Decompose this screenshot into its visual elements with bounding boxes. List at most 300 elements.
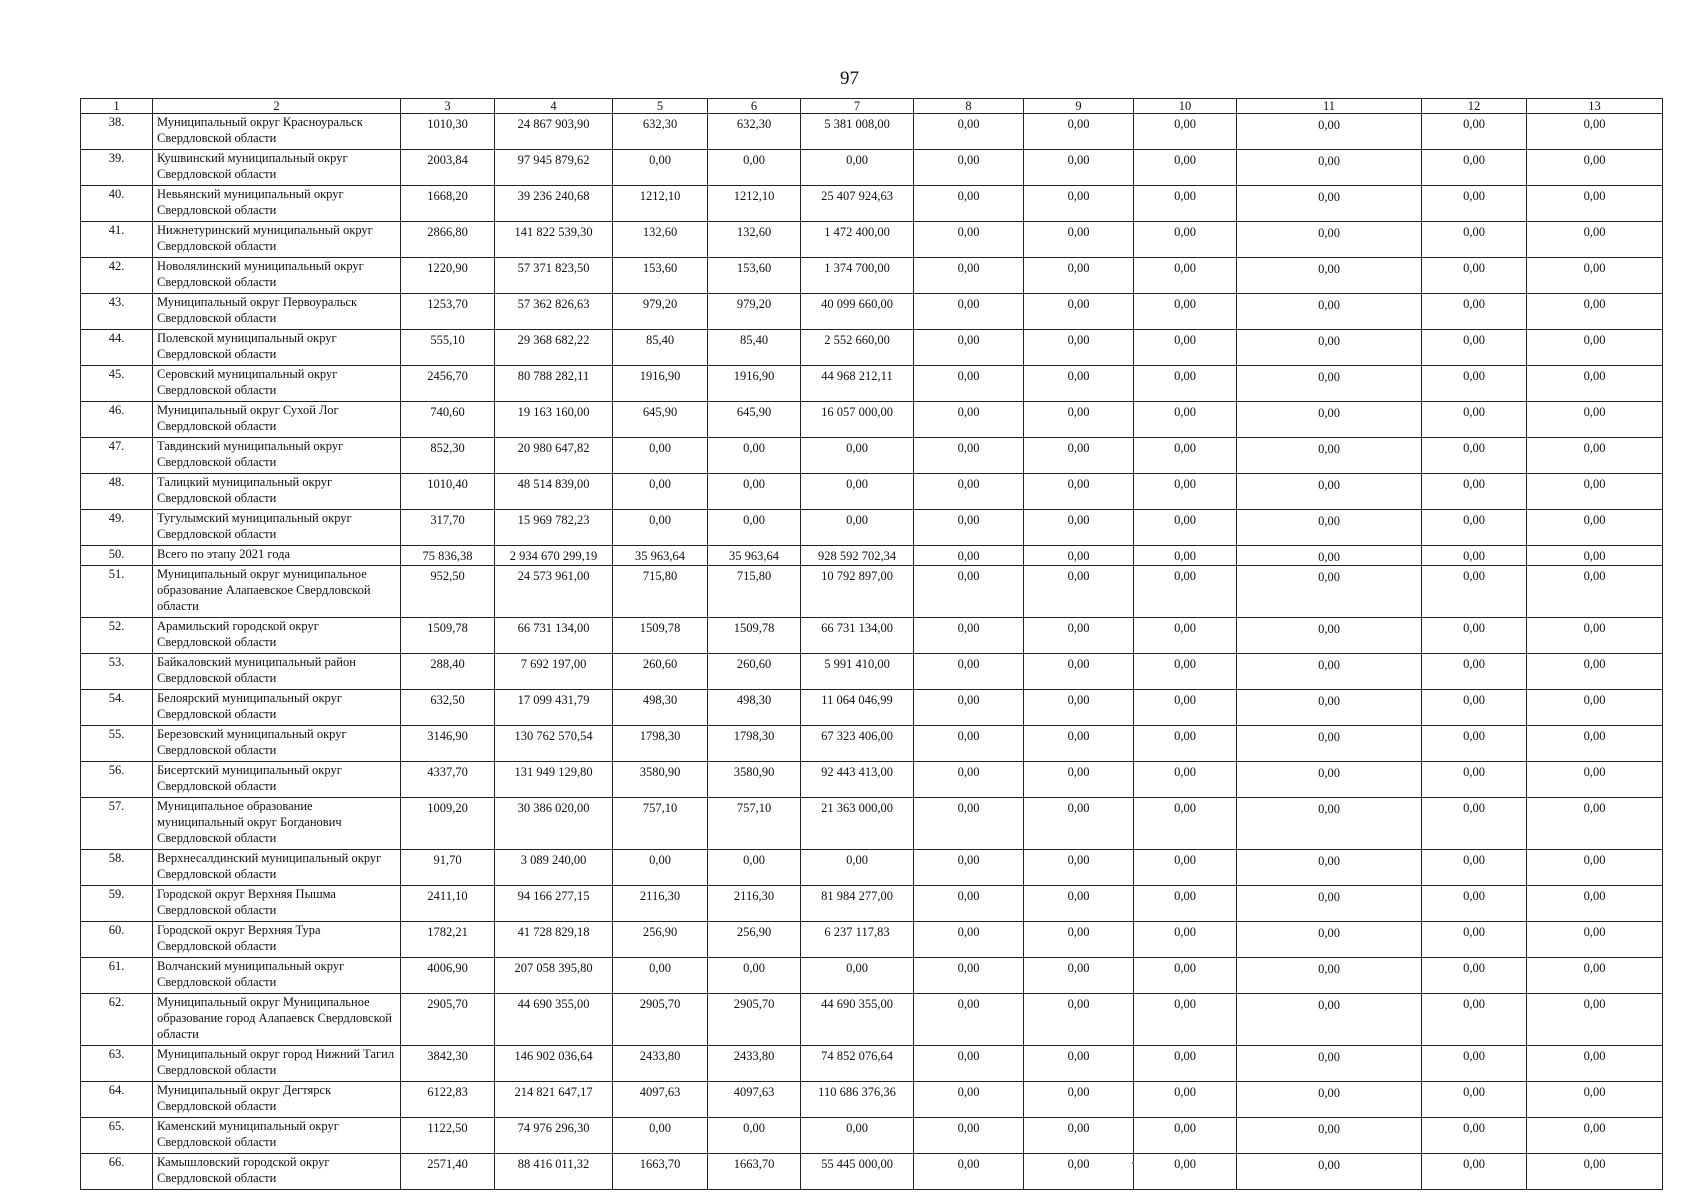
col-8-value: 0,00 bbox=[914, 1118, 1024, 1154]
table-row bbox=[81, 994, 1663, 1046]
table-row bbox=[81, 330, 1663, 366]
col-9-value: 0,00 bbox=[1024, 994, 1134, 1046]
col-13-value: 0,00 bbox=[1527, 114, 1663, 150]
column-header: 10 bbox=[1134, 99, 1237, 114]
col-4-value: 2 934 670 299,19 bbox=[495, 546, 613, 566]
row-number: 66. bbox=[81, 1154, 153, 1190]
table-row bbox=[81, 438, 1663, 474]
col-11-value: 0,00 bbox=[1237, 366, 1422, 402]
col-4-value: 146 902 036,64 bbox=[495, 1046, 613, 1082]
col-5-value: 0,00 bbox=[613, 958, 708, 994]
row-number: 40. bbox=[81, 186, 153, 222]
col-9-value: 0,00 bbox=[1024, 1082, 1134, 1118]
municipality-name: Муниципальный округ муниципальное образование Алапаевское Свердловской области bbox=[153, 566, 401, 618]
col-7-value: 67 323 406,00 bbox=[801, 726, 914, 762]
col-7-value: 66 731 134,00 bbox=[801, 618, 914, 654]
col-11-value: 0,00 bbox=[1237, 294, 1422, 330]
col-12-value: 0,00 bbox=[1422, 922, 1527, 958]
row-number: 61. bbox=[81, 958, 153, 994]
col-4-value: 3 089 240,00 bbox=[495, 850, 613, 886]
col-6-value: 0,00 bbox=[708, 1118, 801, 1154]
municipality-name: Муниципальный округ Сухой Лог Свердловской области bbox=[153, 402, 401, 438]
col-7-value: 40 099 660,00 bbox=[801, 294, 914, 330]
municipality-name: Байкаловский муниципальный район Свердловской области bbox=[153, 654, 401, 690]
col-5-value: 645,90 bbox=[613, 402, 708, 438]
col-13-value: 0,00 bbox=[1527, 1082, 1663, 1118]
col-10-value: 0,00 bbox=[1134, 330, 1237, 366]
col-9-value: 0,00 bbox=[1024, 258, 1134, 294]
col-10-value: 0,00 bbox=[1134, 438, 1237, 474]
col-5-value: 979,20 bbox=[613, 294, 708, 330]
col-8-value: 0,00 bbox=[914, 402, 1024, 438]
col-8-value: 0,00 bbox=[914, 186, 1024, 222]
col-13-value: 0,00 bbox=[1527, 922, 1663, 958]
col-13-value: 0,00 bbox=[1527, 798, 1663, 850]
col-3-value: 2411,10 bbox=[401, 886, 495, 922]
col-6-value: 3580,90 bbox=[708, 762, 801, 798]
col-9-value: 0,00 bbox=[1024, 150, 1134, 186]
table-row bbox=[81, 402, 1663, 438]
row-number: 65. bbox=[81, 1118, 153, 1154]
col-3-value: 4337,70 bbox=[401, 762, 495, 798]
table-row bbox=[81, 150, 1663, 186]
col-9-value: 0,00 bbox=[1024, 566, 1134, 618]
col-12-value: 0,00 bbox=[1422, 330, 1527, 366]
table-row bbox=[81, 1046, 1663, 1082]
col-9-value: 0,00 bbox=[1024, 546, 1134, 566]
col-10-value: 0,00 bbox=[1134, 922, 1237, 958]
col-10-value: 0,00 bbox=[1134, 150, 1237, 186]
column-header: 6 bbox=[708, 99, 801, 114]
col-10-value: 0,00 bbox=[1134, 994, 1237, 1046]
column-header: 11 bbox=[1237, 99, 1422, 114]
col-13-value: 0,00 bbox=[1527, 886, 1663, 922]
col-11-value: 0,00 bbox=[1237, 994, 1422, 1046]
row-number: 42. bbox=[81, 258, 153, 294]
col-9-value: 0,00 bbox=[1024, 618, 1134, 654]
col-3-value: 1009,20 bbox=[401, 798, 495, 850]
col-13-value: 0,00 bbox=[1527, 474, 1663, 510]
col-5-value: 1212,10 bbox=[613, 186, 708, 222]
row-number: 64. bbox=[81, 1082, 153, 1118]
col-7-value: 110 686 376,36 bbox=[801, 1082, 914, 1118]
col-8-value: 0,00 bbox=[914, 330, 1024, 366]
data-table bbox=[80, 98, 1663, 1190]
col-12-value: 0,00 bbox=[1422, 258, 1527, 294]
col-6-value: 2905,70 bbox=[708, 994, 801, 1046]
column-header: 7 bbox=[801, 99, 914, 114]
col-4-value: 130 762 570,54 bbox=[495, 726, 613, 762]
municipality-name: Городской округ Верхняя Тура Свердловской области bbox=[153, 922, 401, 958]
col-3-value: 852,30 bbox=[401, 438, 495, 474]
col-6-value: 1663,70 bbox=[708, 1154, 801, 1190]
col-10-value: 0,00 bbox=[1134, 186, 1237, 222]
municipality-name: Всего по этапу 2021 года bbox=[153, 546, 401, 566]
column-header: 5 bbox=[613, 99, 708, 114]
col-6-value: 645,90 bbox=[708, 402, 801, 438]
col-4-value: 44 690 355,00 bbox=[495, 994, 613, 1046]
table-row bbox=[81, 618, 1663, 654]
col-10-value: 0,00 bbox=[1134, 798, 1237, 850]
col-11-value: 0,00 bbox=[1237, 850, 1422, 886]
col-11-value: 0,00 bbox=[1237, 438, 1422, 474]
col-9-value: 0,00 bbox=[1024, 654, 1134, 690]
municipality-name: Тугулымский муниципальный округ Свердловской области bbox=[153, 510, 401, 546]
col-13-value: 0,00 bbox=[1527, 618, 1663, 654]
col-9-value: 0,00 bbox=[1024, 186, 1134, 222]
col-7-value: 5 381 008,00 bbox=[801, 114, 914, 150]
col-7-value: 0,00 bbox=[801, 510, 914, 546]
col-11-value: 0,00 bbox=[1237, 1154, 1422, 1190]
col-6-value: 0,00 bbox=[708, 150, 801, 186]
col-3-value: 3842,30 bbox=[401, 1046, 495, 1082]
col-7-value: 5 991 410,00 bbox=[801, 654, 914, 690]
row-number: 59. bbox=[81, 886, 153, 922]
row-number: 57. bbox=[81, 798, 153, 850]
col-12-value: 0,00 bbox=[1422, 618, 1527, 654]
col-3-value: 1122,50 bbox=[401, 1118, 495, 1154]
col-6-value: 0,00 bbox=[708, 510, 801, 546]
col-10-value: 0,00 bbox=[1134, 654, 1237, 690]
page-number: 97 bbox=[840, 68, 859, 89]
col-4-value: 19 163 160,00 bbox=[495, 402, 613, 438]
col-13-value: 0,00 bbox=[1527, 258, 1663, 294]
col-5-value: 0,00 bbox=[613, 474, 708, 510]
row-number: 58. bbox=[81, 850, 153, 886]
col-6-value: 1212,10 bbox=[708, 186, 801, 222]
col-11-value: 0,00 bbox=[1237, 1082, 1422, 1118]
col-9-value: 0,00 bbox=[1024, 294, 1134, 330]
col-9-value: 0,00 bbox=[1024, 222, 1134, 258]
row-number: 63. bbox=[81, 1046, 153, 1082]
header-row bbox=[81, 99, 1663, 114]
col-10-value: 0,00 bbox=[1134, 566, 1237, 618]
col-10-value: 0,00 bbox=[1134, 958, 1237, 994]
col-5-value: 1798,30 bbox=[613, 726, 708, 762]
col-7-value: 0,00 bbox=[801, 850, 914, 886]
col-13-value: 0,00 bbox=[1527, 222, 1663, 258]
col-4-value: 141 822 539,30 bbox=[495, 222, 613, 258]
col-12-value: 0,00 bbox=[1422, 150, 1527, 186]
col-4-value: 88 416 011,32 bbox=[495, 1154, 613, 1190]
col-5-value: 0,00 bbox=[613, 438, 708, 474]
col-7-value: 11 064 046,99 bbox=[801, 690, 914, 726]
col-13-value: 0,00 bbox=[1527, 654, 1663, 690]
col-9-value: 0,00 bbox=[1024, 690, 1134, 726]
col-12-value: 0,00 bbox=[1422, 654, 1527, 690]
col-6-value: 2433,80 bbox=[708, 1046, 801, 1082]
municipality-name: Муниципальный округ Первоуральск Свердловской области bbox=[153, 294, 401, 330]
municipality-name: Волчанский муниципальный округ Свердловской области bbox=[153, 958, 401, 994]
col-9-value: 0,00 bbox=[1024, 922, 1134, 958]
col-13-value: 0,00 bbox=[1527, 1046, 1663, 1082]
column-header: 8 bbox=[914, 99, 1024, 114]
table-row bbox=[81, 258, 1663, 294]
col-12-value: 0,00 bbox=[1422, 222, 1527, 258]
col-4-value: 29 368 682,22 bbox=[495, 330, 613, 366]
col-5-value: 0,00 bbox=[613, 150, 708, 186]
col-13-value: 0,00 bbox=[1527, 546, 1663, 566]
col-5-value: 85,40 bbox=[613, 330, 708, 366]
col-9-value: 0,00 bbox=[1024, 1118, 1134, 1154]
col-8-value: 0,00 bbox=[914, 114, 1024, 150]
col-10-value: 0,00 bbox=[1134, 1046, 1237, 1082]
col-10-value: 0,00 bbox=[1134, 690, 1237, 726]
col-7-value: 2 552 660,00 bbox=[801, 330, 914, 366]
col-7-value: 10 792 897,00 bbox=[801, 566, 914, 618]
col-8-value: 0,00 bbox=[914, 258, 1024, 294]
col-9-value: 0,00 bbox=[1024, 850, 1134, 886]
col-10-value: 0,00 bbox=[1134, 366, 1237, 402]
col-12-value: 0,00 bbox=[1422, 366, 1527, 402]
col-8-value: 0,00 bbox=[914, 762, 1024, 798]
col-7-value: 928 592 702,34 bbox=[801, 546, 914, 566]
col-5-value: 35 963,64 bbox=[613, 546, 708, 566]
col-3-value: 1220,90 bbox=[401, 258, 495, 294]
col-12-value: 0,00 bbox=[1422, 186, 1527, 222]
col-9-value: 0,00 bbox=[1024, 474, 1134, 510]
row-number: 41. bbox=[81, 222, 153, 258]
table-row bbox=[81, 114, 1663, 150]
col-5-value: 4097,63 bbox=[613, 1082, 708, 1118]
col-11-value: 0,00 bbox=[1237, 402, 1422, 438]
municipality-name: Верхнесалдинский муниципальный округ Свердловской области bbox=[153, 850, 401, 886]
col-4-value: 24 573 961,00 bbox=[495, 566, 613, 618]
col-13-value: 0,00 bbox=[1527, 690, 1663, 726]
row-number: 56. bbox=[81, 762, 153, 798]
col-8-value: 0,00 bbox=[914, 618, 1024, 654]
row-number: 55. bbox=[81, 726, 153, 762]
scan-speck bbox=[1132, 1162, 1134, 1164]
col-11-value: 0,00 bbox=[1237, 690, 1422, 726]
col-5-value: 132,60 bbox=[613, 222, 708, 258]
table-row bbox=[81, 1118, 1663, 1154]
municipality-name: Арамильский городской округ Свердловской области bbox=[153, 618, 401, 654]
col-10-value: 0,00 bbox=[1134, 1118, 1237, 1154]
col-9-value: 0,00 bbox=[1024, 1154, 1134, 1190]
column-header: 12 bbox=[1422, 99, 1527, 114]
col-11-value: 0,00 bbox=[1237, 798, 1422, 850]
col-6-value: 1509,78 bbox=[708, 618, 801, 654]
col-3-value: 1668,20 bbox=[401, 186, 495, 222]
col-3-value: 1010,30 bbox=[401, 114, 495, 150]
table-row bbox=[81, 850, 1663, 886]
municipality-name: Муниципальный округ Красноуральск Свердловской области bbox=[153, 114, 401, 150]
table-row bbox=[81, 958, 1663, 994]
col-9-value: 0,00 bbox=[1024, 726, 1134, 762]
col-7-value: 55 445 000,00 bbox=[801, 1154, 914, 1190]
table-row bbox=[81, 186, 1663, 222]
col-5-value: 3580,90 bbox=[613, 762, 708, 798]
municipality-name: Городской округ Верхняя Пышма Свердловской области bbox=[153, 886, 401, 922]
table-row bbox=[81, 1154, 1663, 1190]
table-row bbox=[81, 366, 1663, 402]
col-12-value: 0,00 bbox=[1422, 1154, 1527, 1190]
row-number: 62. bbox=[81, 994, 153, 1046]
col-6-value: 632,30 bbox=[708, 114, 801, 150]
col-10-value: 0,00 bbox=[1134, 546, 1237, 566]
municipality-name: Муниципальный округ город Нижний Тагил Свердловской области bbox=[153, 1046, 401, 1082]
col-12-value: 0,00 bbox=[1422, 1118, 1527, 1154]
table-row bbox=[81, 566, 1663, 618]
col-8-value: 0,00 bbox=[914, 1082, 1024, 1118]
col-5-value: 2116,30 bbox=[613, 886, 708, 922]
col-5-value: 2433,80 bbox=[613, 1046, 708, 1082]
municipality-name: Муниципальное образование муниципальный округ Богданович Свердловской области bbox=[153, 798, 401, 850]
col-7-value: 44 968 212,11 bbox=[801, 366, 914, 402]
col-3-value: 3146,90 bbox=[401, 726, 495, 762]
municipality-name: Муниципальный округ Дегтярск Свердловской области bbox=[153, 1082, 401, 1118]
col-11-value: 0,00 bbox=[1237, 762, 1422, 798]
col-10-value: 0,00 bbox=[1134, 474, 1237, 510]
col-13-value: 0,00 bbox=[1527, 850, 1663, 886]
col-8-value: 0,00 bbox=[914, 886, 1024, 922]
col-4-value: 24 867 903,90 bbox=[495, 114, 613, 150]
col-8-value: 0,00 bbox=[914, 510, 1024, 546]
column-header: 3 bbox=[401, 99, 495, 114]
municipality-name: Белоярский муниципальный округ Свердловской области bbox=[153, 690, 401, 726]
col-4-value: 131 949 129,80 bbox=[495, 762, 613, 798]
col-8-value: 0,00 bbox=[914, 294, 1024, 330]
col-5-value: 0,00 bbox=[613, 510, 708, 546]
col-3-value: 632,50 bbox=[401, 690, 495, 726]
col-13-value: 0,00 bbox=[1527, 1118, 1663, 1154]
col-5-value: 1916,90 bbox=[613, 366, 708, 402]
col-4-value: 57 371 823,50 bbox=[495, 258, 613, 294]
col-9-value: 0,00 bbox=[1024, 958, 1134, 994]
col-4-value: 30 386 020,00 bbox=[495, 798, 613, 850]
col-8-value: 0,00 bbox=[914, 726, 1024, 762]
col-10-value: 0,00 bbox=[1134, 1154, 1237, 1190]
col-5-value: 153,60 bbox=[613, 258, 708, 294]
col-12-value: 0,00 bbox=[1422, 510, 1527, 546]
col-4-value: 97 945 879,62 bbox=[495, 150, 613, 186]
col-13-value: 0,00 bbox=[1527, 402, 1663, 438]
col-3-value: 740,60 bbox=[401, 402, 495, 438]
col-8-value: 0,00 bbox=[914, 1046, 1024, 1082]
col-11-value: 0,00 bbox=[1237, 618, 1422, 654]
col-9-value: 0,00 bbox=[1024, 366, 1134, 402]
col-4-value: 214 821 647,17 bbox=[495, 1082, 613, 1118]
col-8-value: 0,00 bbox=[914, 690, 1024, 726]
col-8-value: 0,00 bbox=[914, 366, 1024, 402]
row-number: 49. bbox=[81, 510, 153, 546]
col-11-value: 0,00 bbox=[1237, 114, 1422, 150]
row-number: 54. bbox=[81, 690, 153, 726]
table-row bbox=[81, 474, 1663, 510]
col-7-value: 0,00 bbox=[801, 474, 914, 510]
municipality-name: Тавдинский муниципальный округ Свердловской области bbox=[153, 438, 401, 474]
col-4-value: 74 976 296,30 bbox=[495, 1118, 613, 1154]
col-10-value: 0,00 bbox=[1134, 222, 1237, 258]
col-12-value: 0,00 bbox=[1422, 566, 1527, 618]
col-10-value: 0,00 bbox=[1134, 726, 1237, 762]
col-10-value: 0,00 bbox=[1134, 294, 1237, 330]
col-3-value: 6122,83 bbox=[401, 1082, 495, 1118]
row-number: 45. bbox=[81, 366, 153, 402]
col-3-value: 1509,78 bbox=[401, 618, 495, 654]
municipality-name: Полевской муниципальный округ Свердловской области bbox=[153, 330, 401, 366]
col-12-value: 0,00 bbox=[1422, 474, 1527, 510]
col-12-value: 0,00 bbox=[1422, 690, 1527, 726]
col-7-value: 44 690 355,00 bbox=[801, 994, 914, 1046]
col-12-value: 0,00 bbox=[1422, 850, 1527, 886]
col-11-value: 0,00 bbox=[1237, 510, 1422, 546]
col-11-value: 0,00 bbox=[1237, 922, 1422, 958]
table-row bbox=[81, 726, 1663, 762]
table-row bbox=[81, 546, 1663, 566]
col-10-value: 0,00 bbox=[1134, 114, 1237, 150]
col-7-value: 0,00 bbox=[801, 150, 914, 186]
col-12-value: 0,00 bbox=[1422, 546, 1527, 566]
col-5-value: 498,30 bbox=[613, 690, 708, 726]
col-4-value: 94 166 277,15 bbox=[495, 886, 613, 922]
col-12-value: 0,00 bbox=[1422, 994, 1527, 1046]
col-6-value: 85,40 bbox=[708, 330, 801, 366]
col-11-value: 0,00 bbox=[1237, 222, 1422, 258]
municipality-name: Березовский муниципальный округ Свердловской области bbox=[153, 726, 401, 762]
col-8-value: 0,00 bbox=[914, 474, 1024, 510]
col-13-value: 0,00 bbox=[1527, 330, 1663, 366]
col-3-value: 288,40 bbox=[401, 654, 495, 690]
row-number: 47. bbox=[81, 438, 153, 474]
col-6-value: 0,00 bbox=[708, 958, 801, 994]
col-13-value: 0,00 bbox=[1527, 958, 1663, 994]
col-10-value: 0,00 bbox=[1134, 510, 1237, 546]
col-11-value: 0,00 bbox=[1237, 186, 1422, 222]
table-row bbox=[81, 654, 1663, 690]
col-11-value: 0,00 bbox=[1237, 1046, 1422, 1082]
col-11-value: 0,00 bbox=[1237, 150, 1422, 186]
col-12-value: 0,00 bbox=[1422, 114, 1527, 150]
col-8-value: 0,00 bbox=[914, 566, 1024, 618]
row-number: 51. bbox=[81, 566, 153, 618]
table-row bbox=[81, 922, 1663, 958]
row-number: 38. bbox=[81, 114, 153, 150]
col-4-value: 17 099 431,79 bbox=[495, 690, 613, 726]
column-header: 13 bbox=[1527, 99, 1663, 114]
col-5-value: 715,80 bbox=[613, 566, 708, 618]
col-11-value: 0,00 bbox=[1237, 330, 1422, 366]
row-number: 53. bbox=[81, 654, 153, 690]
col-3-value: 2456,70 bbox=[401, 366, 495, 402]
col-5-value: 0,00 bbox=[613, 1118, 708, 1154]
col-7-value: 25 407 924,63 bbox=[801, 186, 914, 222]
col-4-value: 15 969 782,23 bbox=[495, 510, 613, 546]
col-13-value: 0,00 bbox=[1527, 186, 1663, 222]
table-row bbox=[81, 690, 1663, 726]
table-row bbox=[81, 886, 1663, 922]
col-9-value: 0,00 bbox=[1024, 762, 1134, 798]
row-number: 39. bbox=[81, 150, 153, 186]
col-9-value: 0,00 bbox=[1024, 114, 1134, 150]
municipality-name: Невьянский муниципальный округ Свердловской области bbox=[153, 186, 401, 222]
row-number: 50. bbox=[81, 546, 153, 566]
col-10-value: 0,00 bbox=[1134, 258, 1237, 294]
row-number: 43. bbox=[81, 294, 153, 330]
col-11-value: 0,00 bbox=[1237, 654, 1422, 690]
municipality-name: Серовский муниципальный округ Свердловской области bbox=[153, 366, 401, 402]
col-8-value: 0,00 bbox=[914, 798, 1024, 850]
col-6-value: 260,60 bbox=[708, 654, 801, 690]
municipality-name: Муниципальный округ Муниципальное образование город Алапаевск Свердловской области bbox=[153, 994, 401, 1046]
col-3-value: 952,50 bbox=[401, 566, 495, 618]
col-7-value: 74 852 076,64 bbox=[801, 1046, 914, 1082]
col-9-value: 0,00 bbox=[1024, 402, 1134, 438]
col-12-value: 0,00 bbox=[1422, 294, 1527, 330]
col-4-value: 57 362 826,63 bbox=[495, 294, 613, 330]
col-7-value: 0,00 bbox=[801, 438, 914, 474]
